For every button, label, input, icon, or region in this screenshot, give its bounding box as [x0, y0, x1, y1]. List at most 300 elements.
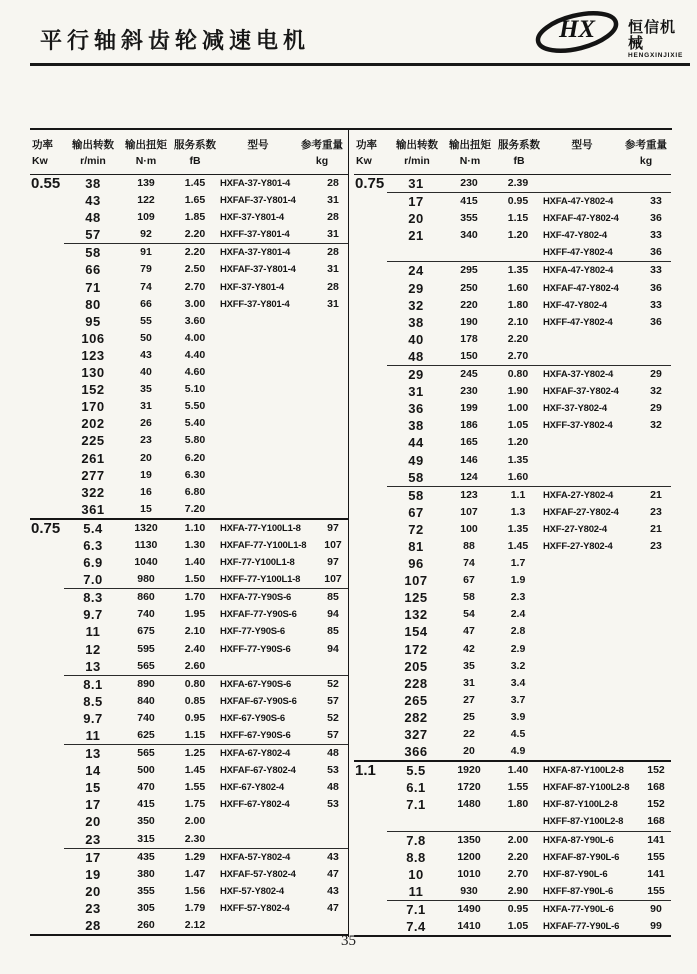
- row-subgroup: [64, 520, 348, 589]
- cell-torque: 35: [140, 383, 152, 396]
- cell-torque: 150: [460, 349, 478, 362]
- cell-weight: 97: [327, 556, 339, 569]
- cell-model: [220, 831, 318, 848]
- header-label-unit: r/min: [404, 155, 430, 167]
- cell-model: [543, 692, 641, 709]
- power-group: [354, 175, 671, 762]
- table-row: [387, 297, 671, 314]
- cell-torque: 186: [460, 419, 478, 432]
- cell-torque: 31: [140, 400, 152, 413]
- table-row: [387, 849, 671, 866]
- table-row: [64, 745, 348, 762]
- power-group: [30, 520, 348, 936]
- cell-service-factor: 2.20: [184, 228, 206, 241]
- cell-weight: [318, 432, 348, 449]
- cell-torque: 190: [460, 315, 478, 328]
- cell-torque: 1200: [457, 850, 481, 863]
- table-row: [64, 398, 348, 415]
- cell-torque: 500: [137, 764, 155, 777]
- cell-service-factor: 2.70: [507, 867, 529, 880]
- cell-weight: 28: [327, 177, 339, 189]
- cell-torque: 415: [460, 195, 478, 208]
- cell-weight: [641, 641, 671, 658]
- cell-service-factor: 2.00: [184, 815, 206, 828]
- cell-model: HXFA-37-Y801-4: [220, 247, 291, 259]
- header-label-cn: 功率: [356, 139, 377, 151]
- cell-weight: [318, 450, 348, 467]
- cell-weight: 32: [650, 385, 662, 398]
- cell-model: HXFF-67-Y90S-6: [220, 730, 291, 741]
- cell-speed: 8.5: [83, 693, 103, 709]
- cell-weight: 52: [327, 711, 339, 724]
- cell-service-factor: 1.80: [507, 798, 529, 811]
- cell-speed: 11: [85, 728, 101, 743]
- cell-torque: 565: [137, 747, 155, 760]
- cell-weight: 152: [647, 764, 665, 777]
- row-subgroup: [64, 589, 348, 675]
- cell-model: HXFF-87-Y100L2-8: [543, 816, 624, 828]
- table-row: [64, 467, 348, 484]
- cell-torque: 20: [463, 745, 475, 758]
- cell-service-factor: 1.55: [184, 781, 206, 794]
- col-header-power: [354, 137, 388, 169]
- cell-weight: 155: [647, 884, 665, 897]
- cell-speed: 7.8: [406, 832, 426, 848]
- header-label-cn: 服务系数: [174, 139, 216, 151]
- cell-service-factor: 1.40: [184, 556, 206, 569]
- cell-service-factor: 2.8: [510, 625, 526, 638]
- cell-torque: 74: [140, 280, 152, 293]
- cell-weight: 52: [327, 677, 339, 690]
- row-subgroup: [64, 745, 348, 849]
- col-header-torque: [446, 137, 494, 169]
- cell-service-factor: 1.85: [184, 211, 206, 224]
- table-row: [387, 244, 671, 261]
- cell-weight: [318, 347, 348, 364]
- cell-service-factor: 3.9: [510, 710, 526, 723]
- cell-speed: 20: [85, 814, 101, 830]
- cell-model: [220, 484, 318, 501]
- cell-torque: 220: [460, 298, 478, 311]
- cell-model: [543, 452, 641, 469]
- cell-model: HXFF-47-Y802-4: [543, 247, 613, 259]
- cell-model: [543, 641, 641, 658]
- cell-weight: 168: [647, 781, 665, 794]
- cell-service-factor: 4.40: [184, 348, 206, 361]
- cell-service-factor: 1.45: [184, 764, 206, 777]
- cell-model: [220, 917, 318, 934]
- cell-service-factor: 2.60: [184, 659, 206, 672]
- group-group-body: [64, 175, 348, 518]
- cell-model: HXFAF-47-Y802-4: [543, 213, 619, 225]
- cell-speed: 327: [404, 727, 428, 742]
- cell-torque: 1410: [457, 920, 481, 933]
- cell-model: HXFAF-77-Y90S-6: [220, 609, 297, 621]
- cell-weight: [641, 555, 671, 572]
- header-label-cn: 功率: [32, 139, 53, 151]
- cell-weight: [641, 572, 671, 589]
- cell-weight: 43: [327, 884, 339, 897]
- cell-model: HXFA-47-Y802-4: [543, 196, 614, 208]
- table-row: [64, 364, 348, 381]
- cell-model: HXFAF-27-Y802-4: [543, 506, 619, 518]
- cell-weight: 85: [327, 591, 339, 604]
- cell-service-factor: 0.95: [184, 711, 206, 724]
- col-header-speed: [388, 137, 446, 169]
- table-row: [387, 434, 671, 451]
- cell-torque: 199: [460, 402, 478, 415]
- cell-weight: 47: [327, 901, 339, 914]
- cell-torque: 565: [137, 659, 155, 672]
- cell-model: HXF-37-Y801-4: [220, 212, 284, 224]
- cell-weight: 33: [650, 264, 662, 277]
- cell-service-factor: 2.9: [510, 642, 526, 655]
- group-group-body: [387, 762, 671, 935]
- cell-torque: 245: [460, 368, 478, 381]
- cell-weight: 29: [650, 368, 662, 381]
- cell-model: HXFAF-57-Y802-4: [220, 868, 296, 880]
- cell-model: HXFA-27-Y802-4: [543, 489, 614, 501]
- cell-torque: 435: [137, 850, 155, 863]
- cell-service-factor: 1.90: [507, 385, 529, 398]
- cell-service-factor: 1.95: [184, 608, 206, 621]
- table-row: [387, 572, 671, 589]
- cell-service-factor: 3.7: [510, 693, 526, 706]
- cell-torque: 58: [463, 591, 475, 604]
- col-header-torque: [122, 137, 170, 169]
- cell-service-factor: 0.95: [507, 902, 529, 915]
- cell-speed: 8.8: [406, 849, 426, 865]
- cell-service-factor: 3.2: [510, 659, 526, 672]
- cell-model: HXF-67-Y90S-6: [220, 712, 285, 724]
- cell-model: [543, 709, 641, 726]
- cell-model: [543, 658, 641, 675]
- cell-speed: 13: [85, 658, 101, 674]
- table-row: [64, 330, 348, 347]
- table-row: [387, 331, 671, 348]
- cell-speed: [387, 813, 445, 830]
- table-row: [387, 832, 671, 849]
- logo-monogram: HX: [558, 16, 596, 43]
- cell-service-factor: 5.50: [184, 400, 206, 413]
- cell-speed: 202: [81, 416, 105, 432]
- cell-speed: 13: [85, 746, 101, 762]
- cell-model: HXF-37-Y802-4: [543, 403, 607, 415]
- cell-speed: [387, 244, 445, 261]
- cell-torque: 415: [137, 798, 155, 811]
- cell-service-factor: 2.39: [507, 177, 529, 189]
- table-row: [64, 381, 348, 398]
- power-value: 0.75: [31, 519, 61, 537]
- table-row: [387, 743, 671, 760]
- cell-speed: 58: [85, 245, 101, 261]
- cell-weight: [641, 175, 671, 192]
- cell-speed: 48: [408, 348, 424, 364]
- cell-model: [220, 398, 318, 415]
- cell-service-factor: 1.05: [507, 419, 529, 432]
- cell-torque: 109: [137, 211, 155, 224]
- cell-speed: 282: [404, 709, 428, 725]
- cell-torque: 250: [460, 281, 478, 294]
- cell-torque: 19: [140, 468, 152, 481]
- cell-torque: 16: [140, 485, 152, 498]
- cell-speed: 38: [408, 418, 424, 434]
- cell-service-factor: 2.40: [184, 642, 206, 655]
- table-row: [64, 501, 348, 518]
- cell-speed: 172: [404, 641, 428, 657]
- cell-speed: 29: [408, 367, 424, 383]
- cell-weight: 31: [327, 228, 339, 241]
- cell-speed: 20: [408, 211, 424, 227]
- header-label-cn: 输出扭矩: [449, 139, 491, 151]
- cell-service-factor: 3.00: [184, 297, 206, 310]
- spec-tables: [30, 128, 672, 937]
- cell-torque: 66: [140, 297, 152, 310]
- cell-weight: 141: [647, 833, 665, 846]
- cell-model: HXFA-37-Y801-4: [220, 178, 291, 189]
- cell-service-factor: 1.20: [507, 229, 529, 242]
- cell-service-factor: 1.47: [184, 867, 206, 880]
- table-row: [387, 623, 671, 640]
- cell-torque: 79: [140, 263, 152, 276]
- table-row: [64, 192, 348, 209]
- cell-service-factor: 1.20: [507, 436, 529, 449]
- cell-model: HXF-77-Y90S-6: [220, 626, 285, 638]
- cell-speed: 265: [404, 692, 428, 708]
- cell-model: HXFF-47-Y802-4: [543, 316, 613, 328]
- table-row: [387, 779, 671, 796]
- table-row: [387, 813, 671, 830]
- power-group: [354, 762, 671, 937]
- cell-weight: 36: [650, 315, 662, 328]
- cell-torque: 340: [460, 229, 478, 242]
- table-row: [64, 209, 348, 226]
- cell-weight: 57: [327, 694, 339, 707]
- cell-speed: 6.1: [406, 780, 426, 796]
- cell-speed: 48: [85, 210, 101, 226]
- row-subgroup: [387, 762, 671, 831]
- row-subgroup: [64, 244, 348, 518]
- cell-torque: 124: [460, 470, 478, 483]
- table-header: [354, 130, 671, 175]
- cell-speed: 95: [85, 313, 101, 329]
- header-label-unit: kg: [639, 155, 653, 167]
- cell-speed: 8.3: [83, 590, 103, 606]
- cell-weight: 29: [650, 402, 662, 415]
- table-row: [64, 623, 348, 640]
- cell-weight: 152: [647, 798, 665, 811]
- cell-torque: 22: [463, 728, 475, 740]
- cell-weight: [641, 675, 671, 692]
- row-subgroup: [387, 175, 671, 193]
- cell-service-factor: 1.3: [510, 505, 526, 518]
- cell-torque: 355: [137, 884, 155, 897]
- cell-speed: 28: [85, 918, 101, 934]
- cell-weight: 48: [327, 747, 339, 760]
- cell-service-factor: 1.35: [507, 453, 529, 466]
- cell-speed: 205: [404, 658, 428, 674]
- cell-service-factor: 1.00: [507, 402, 529, 415]
- cell-speed: 71: [85, 279, 101, 295]
- table-row: [387, 314, 671, 331]
- cell-weight: [641, 348, 671, 365]
- table-row: [387, 400, 671, 417]
- table-row: [64, 279, 348, 296]
- cell-speed: 130: [81, 365, 105, 381]
- table-row: [387, 726, 671, 743]
- cell-model: HXFF-87-Y90L-6: [543, 885, 614, 897]
- cell-speed: 9.7: [83, 607, 103, 623]
- cell-speed: 132: [404, 607, 428, 623]
- cell-service-factor: 6.20: [184, 451, 206, 464]
- cell-torque: 178: [460, 332, 478, 345]
- cell-torque: 122: [137, 194, 155, 207]
- cell-torque: 1010: [457, 867, 481, 880]
- cell-torque: 930: [460, 884, 478, 897]
- header-label-unit: r/min: [80, 155, 106, 167]
- cell-service-factor: 2.00: [507, 833, 529, 846]
- cell-service-factor: 1.45: [507, 539, 529, 552]
- cell-weight: [641, 434, 671, 451]
- gear-table-left: [30, 130, 348, 937]
- table-row: [387, 555, 671, 572]
- cell-model: HXF-27-Y802-4: [543, 523, 607, 535]
- cell-model: [220, 432, 318, 449]
- cell-service-factor: 7.20: [184, 502, 206, 515]
- cell-model: HXFAF-37-Y801-4: [220, 195, 296, 207]
- table-row: [387, 675, 671, 692]
- cell-weight: [318, 364, 348, 381]
- cell-speed: 58: [408, 487, 424, 503]
- page-number: 35: [341, 933, 356, 949]
- cell-speed: 57: [85, 227, 101, 243]
- cell-service-factor: 2.3: [510, 591, 526, 604]
- col-header-weight: [620, 137, 672, 169]
- cell-weight: 21: [650, 522, 662, 535]
- cell-speed: 154: [404, 624, 428, 640]
- cell-service-factor: 2.4: [510, 608, 526, 621]
- cell-model: [220, 330, 318, 347]
- table-row: [64, 571, 348, 588]
- cell-model: HXFAF-77-Y90L-6: [543, 921, 620, 933]
- cell-torque: 740: [137, 608, 155, 621]
- cell-service-factor: 1.29: [184, 850, 206, 863]
- cell-service-factor: 4.00: [184, 331, 206, 344]
- cell-speed: 58: [408, 469, 424, 485]
- table-row: [387, 348, 671, 365]
- header-label-cn: 输出扭矩: [125, 139, 167, 151]
- cell-service-factor: [493, 813, 543, 830]
- cell-model: HXF-87-Y100L2-8: [543, 799, 618, 811]
- cell-weight: 33: [650, 298, 662, 311]
- table-row: [64, 693, 348, 710]
- cell-torque: 40: [140, 366, 152, 379]
- cell-torque: 980: [137, 573, 155, 586]
- cell-torque: 25: [463, 710, 475, 723]
- table-row: [387, 883, 671, 900]
- cell-speed: 43: [85, 193, 101, 209]
- cell-speed: 81: [408, 538, 424, 554]
- cell-service-factor: 1.56: [184, 884, 206, 897]
- cell-speed: 7.0: [83, 572, 103, 588]
- table-row: [387, 589, 671, 606]
- cell-model: [543, 743, 641, 760]
- cell-service-factor: 1.40: [507, 764, 529, 777]
- cell-service-factor: 1.50: [184, 573, 206, 586]
- cell-model: HXFAF-37-Y801-4: [220, 264, 296, 276]
- table-row: [64, 641, 348, 658]
- cell-weight: [641, 709, 671, 726]
- cell-model: HXFF-57-Y802-4: [220, 902, 290, 914]
- table-row: [64, 226, 348, 243]
- cell-model: HXFAF-67-Y90S-6: [220, 695, 297, 707]
- cell-model: HXFA-87-Y100L2-8: [543, 765, 624, 777]
- cell-model: HXFA-77-Y90L-6: [543, 903, 614, 915]
- logo-ellipse-icon: [531, 3, 626, 61]
- header-label-unit: Kw: [32, 155, 48, 167]
- cell-speed: 21: [408, 228, 424, 244]
- cell-speed: 17: [85, 797, 101, 813]
- cell-model: HXF-77-Y100L1-8: [220, 557, 295, 569]
- cell-weight: [641, 589, 671, 606]
- cell-speed: 44: [408, 435, 424, 451]
- cell-speed: 72: [408, 521, 424, 537]
- cell-weight: [318, 658, 348, 675]
- cell-service-factor: 4.60: [184, 366, 206, 379]
- cell-weight: 94: [327, 642, 339, 655]
- cell-torque: 55: [140, 314, 152, 327]
- cell-service-factor: 2.30: [184, 832, 206, 845]
- cell-torque: 47: [463, 625, 475, 638]
- cell-torque: 123: [460, 488, 478, 501]
- cell-speed: 6.9: [83, 555, 103, 571]
- cell-model: [220, 813, 318, 830]
- gear-table-right: [348, 130, 671, 937]
- cell-weight: 53: [327, 798, 339, 811]
- cell-speed: 152: [81, 382, 105, 398]
- table-row: [387, 762, 671, 779]
- cell-service-factor: [493, 244, 543, 261]
- table-row: [387, 796, 671, 813]
- cell-torque: 380: [137, 867, 155, 880]
- cell-service-factor: 1.55: [507, 781, 529, 794]
- cell-model: HXFA-67-Y90S-6: [220, 678, 292, 690]
- col-header-model: [544, 137, 620, 169]
- cell-torque: 165: [460, 436, 478, 449]
- col-header-model: [220, 137, 296, 169]
- cell-torque: 31: [463, 676, 475, 689]
- cell-torque: 43: [140, 348, 152, 361]
- cell-weight: [641, 469, 671, 486]
- table-row: [64, 831, 348, 848]
- cell-model: [220, 658, 318, 675]
- cell-model: HXFF-77-Y90S-6: [220, 643, 291, 655]
- cell-weight: 107: [324, 573, 342, 586]
- table-row: [387, 227, 671, 244]
- cell-service-factor: 1.60: [507, 281, 529, 294]
- cell-model: HXFAF-77-Y100L1-8: [220, 539, 307, 551]
- cell-weight: 97: [327, 521, 339, 534]
- cell-service-factor: 5.40: [184, 417, 206, 430]
- cell-service-factor: 6.80: [184, 485, 206, 498]
- cell-speed: 12: [85, 641, 101, 657]
- table-row: [64, 347, 348, 364]
- cell-torque: 23: [140, 434, 152, 447]
- cell-torque: 107: [460, 505, 478, 518]
- cell-torque: 1040: [134, 556, 158, 569]
- cell-speed: 123: [81, 347, 105, 363]
- cell-torque: 35: [463, 659, 475, 672]
